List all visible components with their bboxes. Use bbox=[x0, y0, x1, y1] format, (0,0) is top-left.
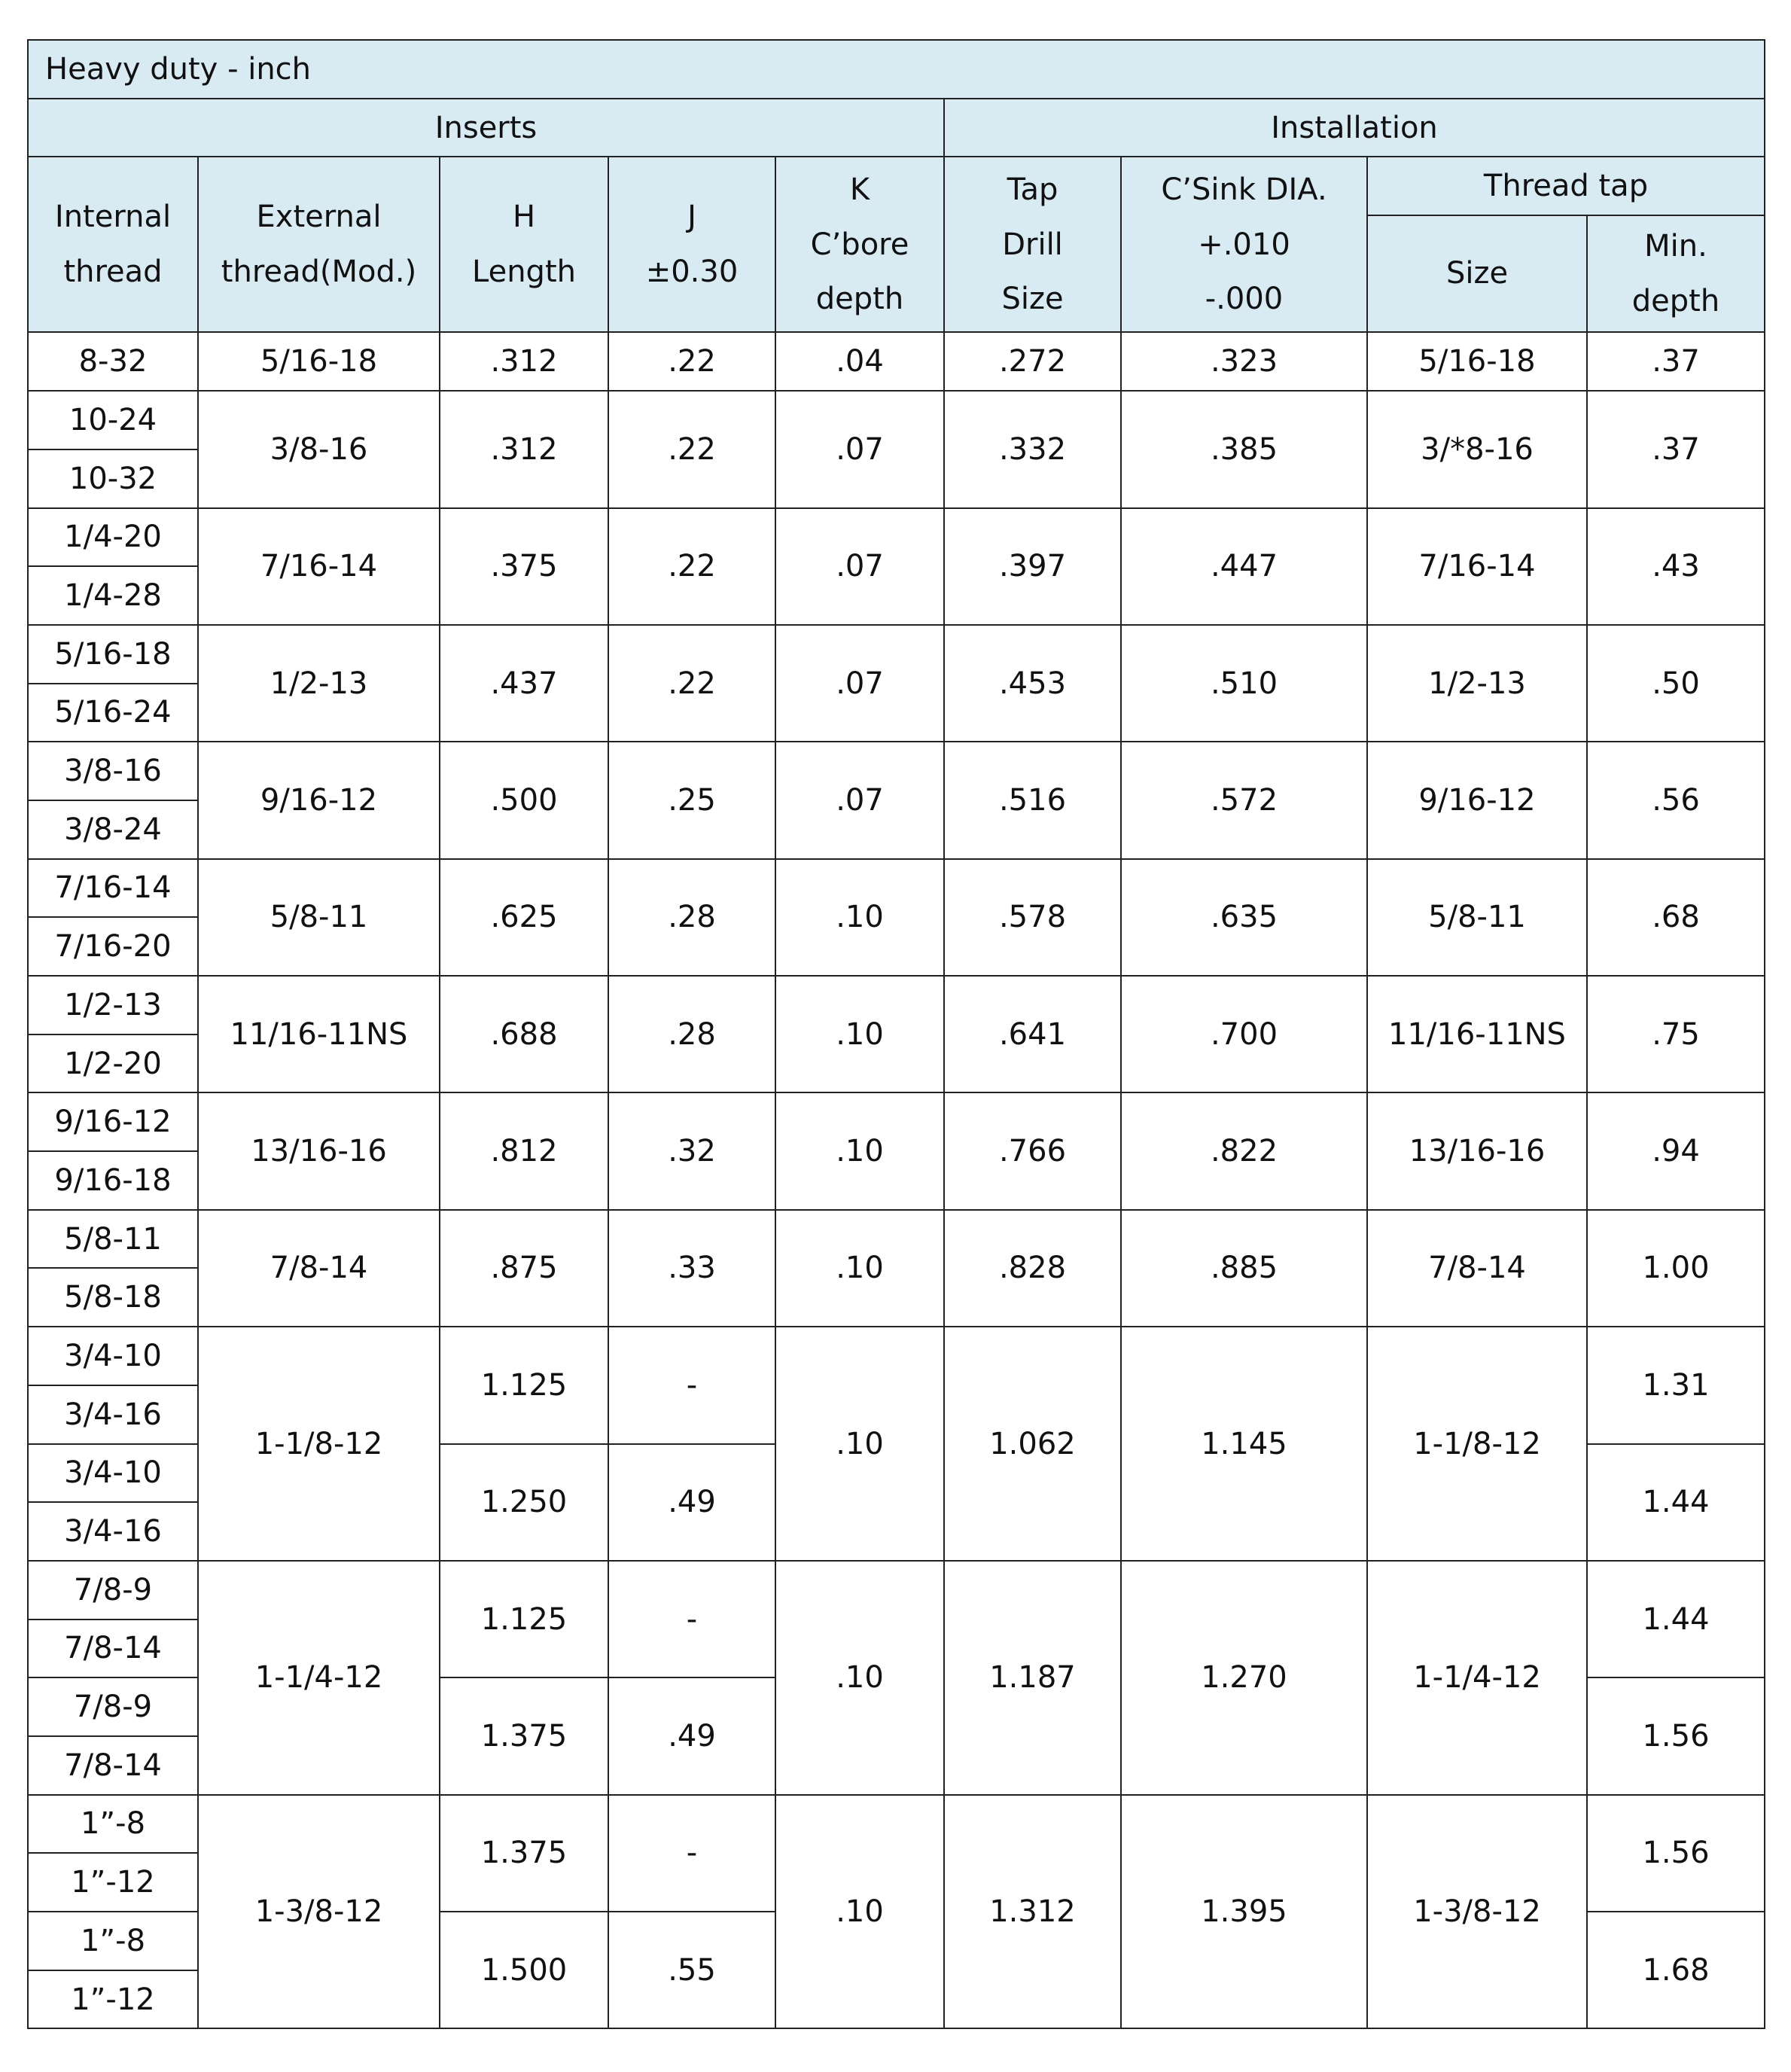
min-depth-cell: .50 bbox=[1587, 625, 1765, 742]
internal-thread-cell: 1/4-28 bbox=[28, 566, 198, 625]
internal-thread-cell: 7/16-20 bbox=[28, 917, 198, 976]
thread-tap-size-cell: 5/8-11 bbox=[1367, 859, 1587, 976]
k-cbore-depth-cell: .10 bbox=[775, 976, 944, 1092]
internal-thread-cell: 7/16-14 bbox=[28, 859, 198, 918]
thread-tap-size-cell: 7/16-14 bbox=[1367, 508, 1587, 625]
csink-dia-cell: 1.145 bbox=[1121, 1327, 1367, 1561]
j-value-cell: - bbox=[608, 1327, 775, 1443]
internal-thread-cell: 8-32 bbox=[28, 332, 198, 391]
k-cbore-depth-cell: .07 bbox=[775, 508, 944, 625]
csink-dia-cell: 1.395 bbox=[1121, 1795, 1367, 2029]
col-header-line: Tap bbox=[1007, 172, 1058, 207]
group-header-installation: Installation bbox=[944, 99, 1765, 157]
table-row bbox=[28, 1795, 1765, 1854]
internal-thread-cell: 3/4-16 bbox=[28, 1385, 198, 1444]
thread-tap-size-cell: 7/8-14 bbox=[1367, 1210, 1587, 1327]
h-length-cell: 1.500 bbox=[440, 1912, 608, 2028]
col-header-external-thread bbox=[198, 157, 440, 332]
min-depth-cell: .43 bbox=[1587, 508, 1765, 625]
internal-thread-cell: 1”-12 bbox=[28, 1853, 198, 1912]
internal-thread-cell: 7/8-9 bbox=[28, 1561, 198, 1620]
external-thread-cell: 3/8-16 bbox=[198, 391, 440, 507]
j-value-cell: .25 bbox=[608, 742, 775, 858]
csink-dia-cell: .635 bbox=[1121, 859, 1367, 976]
h-length-cell: .688 bbox=[440, 976, 608, 1092]
table-row bbox=[28, 1210, 1765, 1269]
internal-thread-cell: 7/8-14 bbox=[28, 1736, 198, 1795]
min-depth-cell: 1.56 bbox=[1587, 1677, 1765, 1794]
table-row bbox=[28, 976, 1765, 1034]
group-header-thread-tap: Thread tap bbox=[1367, 157, 1765, 215]
h-length-cell: .875 bbox=[440, 1210, 608, 1327]
min-depth-cell: 1.56 bbox=[1587, 1795, 1765, 1912]
internal-thread-cell: 1/2-13 bbox=[28, 976, 198, 1034]
min-depth-cell: .75 bbox=[1587, 976, 1765, 1092]
csink-dia-cell: .323 bbox=[1121, 332, 1367, 391]
min-depth-cell: 1.44 bbox=[1587, 1561, 1765, 1677]
col-header-line: Drill bbox=[1002, 227, 1063, 262]
min-depth-cell: .68 bbox=[1587, 859, 1765, 976]
thread-tap-size-cell: 9/16-12 bbox=[1367, 742, 1587, 858]
csink-dia-cell: .510 bbox=[1121, 625, 1367, 742]
external-thread-cell: 7/8-14 bbox=[198, 1210, 440, 1327]
col-header-line: C’Sink DIA. bbox=[1161, 172, 1327, 207]
internal-thread-cell: 7/8-9 bbox=[28, 1677, 198, 1736]
internal-thread-cell: 9/16-18 bbox=[28, 1151, 198, 1210]
col-header-line: K bbox=[849, 172, 870, 207]
tap-drill-size-cell: .272 bbox=[944, 332, 1121, 391]
k-cbore-depth-cell: .10 bbox=[775, 1795, 944, 2029]
tap-drill-size-cell: .641 bbox=[944, 976, 1121, 1092]
k-cbore-depth-cell: .07 bbox=[775, 742, 944, 858]
tap-drill-size-cell: 1.062 bbox=[944, 1327, 1121, 1561]
internal-thread-cell: 10-32 bbox=[28, 449, 198, 508]
internal-thread-cell: 5/16-18 bbox=[28, 625, 198, 684]
external-thread-cell: 1-1/8-12 bbox=[198, 1327, 440, 1561]
j-value-cell: .22 bbox=[608, 332, 775, 391]
j-value-cell: .55 bbox=[608, 1912, 775, 2028]
col-header-line: depth bbox=[1631, 283, 1720, 318]
j-value-cell: - bbox=[608, 1561, 775, 1677]
internal-thread-cell: 3/4-16 bbox=[28, 1502, 198, 1561]
col-header-line: Min. bbox=[1644, 228, 1707, 264]
h-length-cell: 1.375 bbox=[440, 1795, 608, 1912]
external-thread-cell: 5/8-11 bbox=[198, 859, 440, 976]
col-header-line: Length bbox=[472, 254, 576, 289]
table-title: Heavy duty - inch bbox=[28, 40, 1765, 99]
table-row bbox=[28, 1092, 1765, 1151]
min-depth-cell: 1.68 bbox=[1587, 1912, 1765, 2028]
internal-thread-cell: 1”-12 bbox=[28, 1970, 198, 2029]
h-length-cell: 1.125 bbox=[440, 1561, 608, 1677]
col-header-line: thread bbox=[63, 254, 163, 289]
k-cbore-depth-cell: .07 bbox=[775, 391, 944, 507]
thread-tap-size-cell: 1-1/8-12 bbox=[1367, 1327, 1587, 1561]
thread-tap-size-cell: 1-1/4-12 bbox=[1367, 1561, 1587, 1795]
k-cbore-depth-cell: .10 bbox=[775, 859, 944, 976]
tap-drill-size-cell: .516 bbox=[944, 742, 1121, 858]
j-value-cell: - bbox=[608, 1795, 775, 1912]
internal-thread-cell: 1”-8 bbox=[28, 1912, 198, 1970]
col-header-line: External bbox=[256, 200, 382, 235]
csink-dia-cell: 1.270 bbox=[1121, 1561, 1367, 1795]
j-value-cell: .28 bbox=[608, 859, 775, 976]
external-thread-cell: 1-1/4-12 bbox=[198, 1561, 440, 1795]
min-depth-cell: 1.00 bbox=[1587, 1210, 1765, 1327]
internal-thread-cell: 1/2-20 bbox=[28, 1034, 198, 1093]
h-length-cell: 1.375 bbox=[440, 1677, 608, 1794]
min-depth-cell: .37 bbox=[1587, 332, 1765, 391]
external-thread-cell: 13/16-16 bbox=[198, 1092, 440, 1209]
col-header-internal-thread bbox=[28, 157, 198, 332]
internal-thread-cell: 5/8-18 bbox=[28, 1268, 198, 1327]
thread-tap-size-cell: 13/16-16 bbox=[1367, 1092, 1587, 1209]
j-value-cell: .22 bbox=[608, 508, 775, 625]
col-header-line: J bbox=[687, 200, 696, 235]
internal-thread-cell: 7/8-14 bbox=[28, 1620, 198, 1678]
j-value-cell: .22 bbox=[608, 391, 775, 507]
col-header-tap-size: Size bbox=[1367, 215, 1587, 332]
tap-drill-size-cell: 1.187 bbox=[944, 1561, 1121, 1795]
internal-thread-cell: 5/16-24 bbox=[28, 684, 198, 742]
k-cbore-depth-cell: .10 bbox=[775, 1327, 944, 1561]
j-value-cell: .49 bbox=[608, 1677, 775, 1794]
table-row bbox=[28, 508, 1765, 567]
external-thread-cell: 11/16-11NS bbox=[198, 976, 440, 1092]
col-header-line: C’bore bbox=[810, 227, 909, 262]
internal-thread-cell: 9/16-12 bbox=[28, 1092, 198, 1151]
table-row bbox=[28, 742, 1765, 800]
col-header-tap-drill-size bbox=[944, 157, 1121, 332]
h-length-cell: 1.250 bbox=[440, 1444, 608, 1561]
k-cbore-depth-cell: .10 bbox=[775, 1092, 944, 1209]
table-row bbox=[28, 859, 1765, 918]
table-row bbox=[28, 332, 1765, 391]
tap-drill-size-cell: .578 bbox=[944, 859, 1121, 976]
internal-thread-cell: 10-24 bbox=[28, 391, 198, 449]
j-value-cell: .28 bbox=[608, 976, 775, 1092]
external-thread-cell: 7/16-14 bbox=[198, 508, 440, 625]
csink-dia-cell: .385 bbox=[1121, 391, 1367, 507]
h-length-cell: 1.125 bbox=[440, 1327, 608, 1443]
h-length-cell: .812 bbox=[440, 1092, 608, 1209]
tap-drill-size-cell: 1.312 bbox=[944, 1795, 1121, 2029]
min-depth-cell: .56 bbox=[1587, 742, 1765, 858]
col-header-line: -.000 bbox=[1205, 282, 1284, 317]
min-depth-cell: .94 bbox=[1587, 1092, 1765, 1209]
csink-dia-cell: .572 bbox=[1121, 742, 1367, 858]
thread-tap-size-cell: 1-3/8-12 bbox=[1367, 1795, 1587, 2029]
internal-thread-cell: 3/8-16 bbox=[28, 742, 198, 800]
tap-drill-size-cell: .397 bbox=[944, 508, 1121, 625]
internal-thread-cell: 3/4-10 bbox=[28, 1444, 198, 1503]
col-header-k-cbore-depth bbox=[775, 157, 944, 332]
csink-dia-cell: .885 bbox=[1121, 1210, 1367, 1327]
h-length-cell: .312 bbox=[440, 332, 608, 391]
h-length-cell: .312 bbox=[440, 391, 608, 507]
table-row bbox=[28, 1327, 1765, 1385]
external-thread-cell: 1/2-13 bbox=[198, 625, 440, 742]
internal-thread-cell: 3/4-10 bbox=[28, 1327, 198, 1385]
col-header-line: +.010 bbox=[1198, 227, 1290, 262]
j-value-cell: .22 bbox=[608, 625, 775, 742]
h-length-cell: .375 bbox=[440, 508, 608, 625]
csink-dia-cell: .822 bbox=[1121, 1092, 1367, 1209]
csink-dia-cell: .700 bbox=[1121, 976, 1367, 1092]
min-depth-cell: .37 bbox=[1587, 391, 1765, 507]
external-thread-cell: 5/16-18 bbox=[198, 332, 440, 391]
internal-thread-cell: 5/8-11 bbox=[28, 1210, 198, 1269]
col-header-min-depth bbox=[1587, 215, 1765, 332]
col-header-line: Internal bbox=[54, 200, 172, 235]
tap-drill-size-cell: .332 bbox=[944, 391, 1121, 507]
thread-tap-size-cell: 5/16-18 bbox=[1367, 332, 1587, 391]
tap-drill-size-cell: .828 bbox=[944, 1210, 1121, 1327]
k-cbore-depth-cell: .10 bbox=[775, 1210, 944, 1327]
thread-tap-size-cell: 3/*8-16 bbox=[1367, 391, 1587, 507]
tap-drill-size-cell: .766 bbox=[944, 1092, 1121, 1209]
tap-drill-size-cell: .453 bbox=[944, 625, 1121, 742]
internal-thread-cell: 3/8-24 bbox=[28, 800, 198, 859]
col-header-line: ±0.30 bbox=[645, 254, 739, 289]
col-header-line: H bbox=[512, 200, 536, 235]
table-row bbox=[28, 625, 1765, 684]
col-header-line: thread(Mod.) bbox=[221, 254, 417, 289]
group-header-inserts: Inserts bbox=[28, 99, 944, 157]
col-header-h-length bbox=[440, 157, 608, 332]
k-cbore-depth-cell: .04 bbox=[775, 332, 944, 391]
h-length-cell: .500 bbox=[440, 742, 608, 858]
internal-thread-cell: 1”-8 bbox=[28, 1795, 198, 1854]
k-cbore-depth-cell: .07 bbox=[775, 625, 944, 742]
col-header-line: depth bbox=[815, 282, 904, 317]
internal-thread-cell: 1/4-20 bbox=[28, 508, 198, 567]
j-value-cell: .32 bbox=[608, 1092, 775, 1209]
h-length-cell: .437 bbox=[440, 625, 608, 742]
thread-tap-size-cell: 11/16-11NS bbox=[1367, 976, 1587, 1092]
min-depth-cell: 1.31 bbox=[1587, 1327, 1765, 1443]
h-length-cell: .625 bbox=[440, 859, 608, 976]
j-value-cell: .49 bbox=[608, 1444, 775, 1561]
j-value-cell: .33 bbox=[608, 1210, 775, 1327]
external-thread-cell: 1-3/8-12 bbox=[198, 1795, 440, 2029]
external-thread-cell: 9/16-12 bbox=[198, 742, 440, 858]
table-row bbox=[28, 1561, 1765, 1620]
csink-dia-cell: .447 bbox=[1121, 508, 1367, 625]
heavy-duty-inch-table bbox=[27, 39, 1765, 2029]
thread-tap-size-cell: 1/2-13 bbox=[1367, 625, 1587, 742]
k-cbore-depth-cell: .10 bbox=[775, 1561, 944, 1795]
min-depth-cell: 1.44 bbox=[1587, 1444, 1765, 1561]
col-header-j-tolerance bbox=[608, 157, 775, 332]
col-header-line: Size bbox=[1001, 282, 1064, 317]
table-row bbox=[28, 391, 1765, 449]
col-header-csink-dia bbox=[1121, 157, 1367, 332]
